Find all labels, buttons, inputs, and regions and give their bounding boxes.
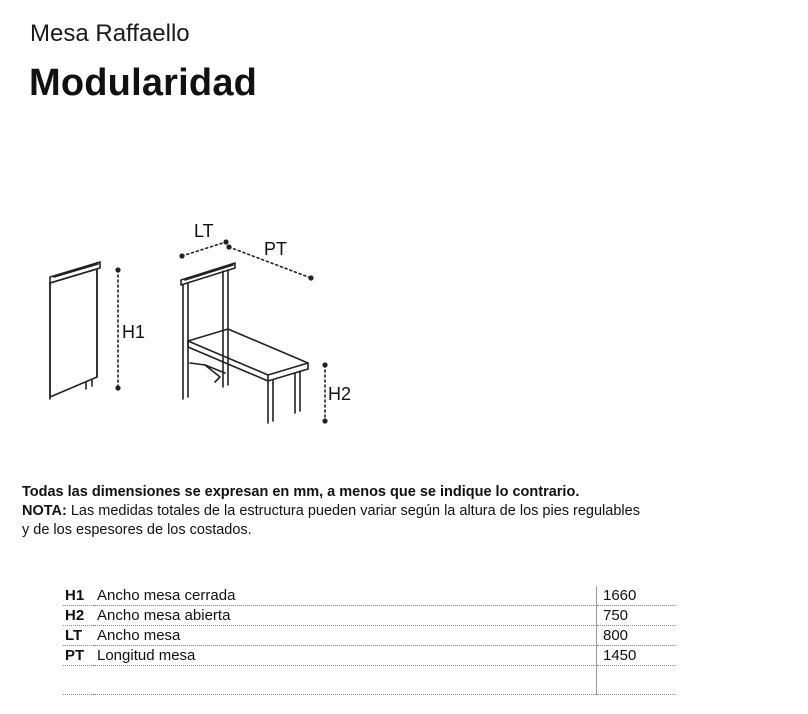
page-title: Modularidad (29, 62, 258, 104)
spec-label-empty (94, 666, 597, 695)
spec-code: H2 (63, 606, 94, 626)
table-row-empty (63, 666, 675, 695)
h2-dimension (323, 363, 327, 423)
h1-dimension (116, 268, 120, 390)
product-subtitle: Mesa Raffaello (30, 20, 190, 47)
nota-text: Las medidas totales de la estructura pueden variar según la altura de los pies regulables (66, 503, 640, 519)
spec-label: Ancho mesa cerrada (94, 586, 597, 606)
spec-value: 750 (597, 606, 676, 626)
table-row (63, 606, 675, 626)
spec-value-empty (597, 666, 676, 695)
h2-label: H2 (328, 384, 352, 404)
table-row (63, 626, 675, 646)
spec-code-empty (63, 666, 94, 695)
table-row (63, 586, 675, 606)
open-table-drawing (181, 263, 308, 423)
spec-value: 1450 (597, 646, 676, 666)
closed-table-drawing (50, 262, 100, 399)
nota-label: NOTA: (22, 503, 67, 519)
table-row (63, 646, 675, 666)
table-diagram-svg (40, 215, 370, 435)
spec-label: Ancho mesa abierta (94, 606, 597, 626)
spec-code: PT (63, 646, 94, 666)
spec-value: 1660 (597, 586, 676, 606)
notes-nota-line-2: y de los espesores de los costados. (22, 522, 252, 538)
notes-nota-line (22, 502, 742, 521)
lt-label: LT (194, 221, 214, 241)
lt-dimension (180, 240, 228, 258)
dimension-drawing (40, 215, 370, 435)
spec-value: 800 (597, 626, 676, 646)
pt-label: PT (264, 239, 288, 259)
specs-table (63, 586, 675, 695)
h1-label: H1 (122, 322, 146, 342)
spec-label: Ancho mesa (94, 626, 597, 646)
notes-units-line: Todas las dimensiones se expresan en mm, a menos que se indique lo contrario. (22, 484, 580, 500)
spec-label: Longitud mesa (94, 646, 597, 666)
spec-code: H1 (63, 586, 94, 606)
spec-code: LT (63, 626, 94, 646)
dimension-notes (22, 483, 742, 540)
